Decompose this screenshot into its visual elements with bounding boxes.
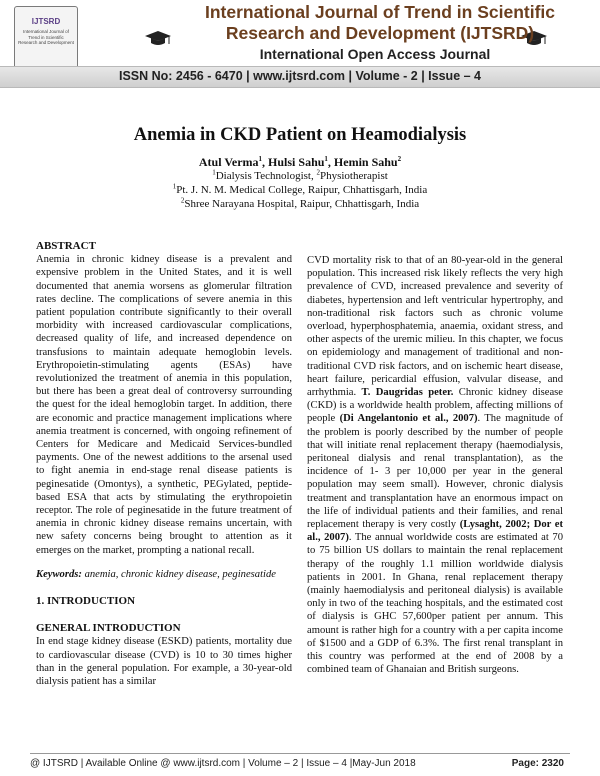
section-heading: 1. INTRODUCTION xyxy=(36,595,136,608)
footer-info: @ IJTSRD | Available Online @ www.ijtsrd.com | Volume – 2 | Issue – 4 |May-Jun 2018 xyxy=(30,758,416,769)
abstract-heading: ABSTRACT xyxy=(36,240,96,252)
author-name: Hemin Sahu xyxy=(333,155,398,169)
author-list xyxy=(0,155,600,170)
affiliation-1 xyxy=(0,184,600,196)
author-separator: , xyxy=(262,155,269,169)
page-number: Page: 2320 xyxy=(511,758,564,769)
citation: (Di Angelantonio et al., 2007) xyxy=(339,413,478,425)
paper-title: Anemia in CKD Patient on Heamodialysis xyxy=(133,125,467,145)
author-separator: , xyxy=(327,155,334,169)
author-name: Hulsi Sahu xyxy=(268,155,325,169)
affiliation-text: Shree Narayana Hospital, Raipur, Chhattisgarh, India xyxy=(184,198,420,210)
subsection-heading: GENERAL INTRODUCTION xyxy=(36,622,181,635)
body-text: . The magnitude of the problem is poorly described by the number of people that will initiate renal replacement therapy (haemodialysis, peritoneal dialysis and renal transplantation), as the incidence of 1- 3 per 10,000 per year in the general population may seem small). However, chronic dialysis treatment and transplantation have an enormous impact on the life of individual patients and their families, and renal replacement therapy is very costly xyxy=(307,413,564,531)
graduation-cap-icon xyxy=(144,30,172,48)
affiliation-mark: 1 xyxy=(172,182,177,191)
left-column xyxy=(36,240,292,688)
keywords-line xyxy=(36,568,292,581)
logo-subtitle: International Journal of Trend in Scientific Research and Development xyxy=(18,29,74,45)
logo-name: IJTSRD xyxy=(31,17,61,26)
author-name: Atul Verma xyxy=(198,155,259,169)
journal-banner xyxy=(0,0,600,88)
issn-line: ISSN No: 2456 - 6470 | www.ijtsrd.com | Volume - 2 | Issue – 4 xyxy=(118,69,481,83)
author-affiliation-mark: 1 xyxy=(324,155,328,163)
designations xyxy=(0,170,600,182)
issn-bar xyxy=(0,66,600,88)
affiliation-2 xyxy=(0,198,600,210)
designation-text: Dialysis Technologist, xyxy=(215,170,317,182)
body-text: . The annual worldwide costs are estimated at 70 to 75 billion US dollars to maintain the renal replacement therapy of the roughly 1.1 million worldwide dialysis patients in 2001. In Ghana, renal replacement therapy (mainly haemodialysis and peritoneal dialysis) is available only in two of the teaching hospitals, and the estimated cost of dialysis is GHC 57,600per patient per annum. This amount is rather high for a country with a per capita income of $1500 and a GDP of 6.3%. The first renal transplant in this country was performed at the end of 2008 by a combined team of Ghanaian and British surgeons. xyxy=(307,532,563,676)
abstract-text: Anemia in chronic kidney disease is a prevalent and expensive problem in the United States, and it is well documented that anemia worsens as glomerular filtration rates decline. The complications of severe anemia in this patient population contribute significantly to their overall morbidity with increased cardiovascular complications, decreased quality of life, and increased dependence on transfusions to maintain adequate hemoglobin levels. Erythropoietin-stimulating agents (ESAs) have revolutionized the treatment of anemia in this population, but there has been a great deal of controversy surrounding the quest for the ideal hemoglobin target. In addition, there are economic and practice management implications where anemia treatment is concerned, with ongoing refinement of Centers for Medicare and Medicaid Services-bundled payments. One of the newest additions to the arsenal used to fight anemia in end-stage renal disease patients is peginesatide (Omontys), a synthetic, PEGylated, peptide-based ESA that acts by stimulating the erythropoietin receptor. The role of peginesatide in the future treatment of anemia in chronic kidney disease remains uncertain, with new safety concerns being brought to attention as it emerges on the market, prompting a national recall. xyxy=(36,254,292,556)
designation-mark: 2 xyxy=(316,168,320,177)
author-affiliation-mark: 2 xyxy=(397,155,402,163)
keywords-text: anemia, chronic kidney disease, peginesatide xyxy=(84,568,276,580)
right-column-text xyxy=(307,254,563,677)
author-affiliation-mark: 1 xyxy=(258,155,263,163)
designation-text: Physiotherapist xyxy=(319,170,388,182)
right-column xyxy=(307,254,563,677)
body-text: Chronic kidney disease (CKD) is a worldwide health problem, affecting millions of people xyxy=(307,387,563,425)
affiliation-text: Pt. J. N. M. Medical College, Raipur, Chhattisgarh, India xyxy=(176,184,428,196)
citation: (Lysaght, 2002; Dor et al., 2007) xyxy=(307,519,563,544)
keywords-label: Keywords: xyxy=(36,568,82,580)
page-footer xyxy=(0,753,600,776)
affiliation-mark: 2 xyxy=(180,196,185,205)
intro-text: In end stage kidney disease (ESKD) patients, mortality due to cardiovascular disease (CVD) is 10 to 30 times higher than in the general population. For example, a 30-year-old dialysis patient has a similar xyxy=(36,636,292,688)
designation-mark: 1 xyxy=(212,168,216,177)
open-access-line: International Open Access Journal xyxy=(259,46,491,62)
citation: T. Daugridas peter. xyxy=(361,387,454,399)
footer-divider xyxy=(30,753,570,754)
journal-title: International Journal of Trend in Scientific Research and Development (IJTSRD) xyxy=(204,2,556,43)
body-text: CVD mortality risk to that of an 80-year-old in the general population. This increased risk likely reflects the very high prevalence of CVD, increased prevalence and severity of diabetes, hypertension and left ventricular hypertrophy, and non-traditional risk factors such as chronic volume overload, hyperphosphatemia, anaemia, oxidant stress, and other aspects of the uremic milieu. In this chapter, we focus on epidemiology and management of traditional and non-traditional CVD risk factors, and on ischemic heart disease, heart failure, pericardial effusion, valvular disease, and arrhythmia. xyxy=(307,255,563,399)
